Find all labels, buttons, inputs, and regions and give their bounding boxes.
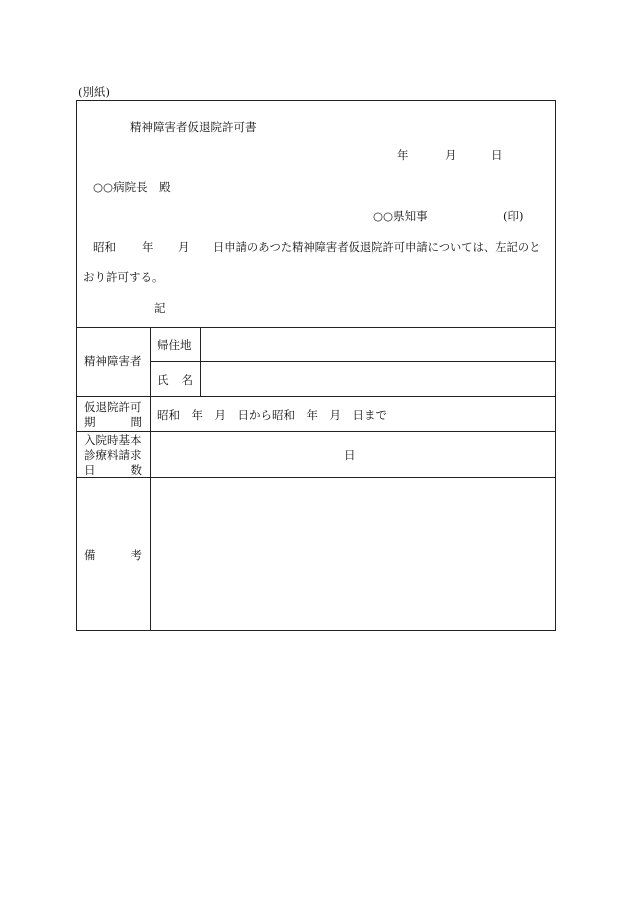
leave-period-value: 昭和 年 月 日から昭和 年 月 日まで xyxy=(157,408,387,422)
billing-days-char-suu: 数 xyxy=(130,463,142,477)
body-text-line2: おり許可する。 xyxy=(83,270,164,284)
patient-period-divider xyxy=(77,396,555,397)
attachment-label: (別紙) xyxy=(78,85,110,99)
billing-days-label-line1: 入院時基本 xyxy=(84,433,142,447)
remarks-char-kou: 考 xyxy=(130,548,142,562)
remarks-label xyxy=(84,547,142,563)
name-label-char-2: 名 xyxy=(181,373,193,387)
billing-days-unit: 日 xyxy=(344,448,356,462)
ki-label: 記 xyxy=(154,301,166,315)
body-month: 月 xyxy=(178,240,190,254)
leave-period-char-ki: 期 xyxy=(84,415,96,429)
leave-period-label-line1: 仮退院許可 xyxy=(84,400,142,414)
form-title: 精神障害者仮退院許可書 xyxy=(130,120,257,134)
body-era: 昭和 xyxy=(93,240,116,254)
seal-mark: (印) xyxy=(503,209,524,223)
label-column-rule xyxy=(150,327,151,630)
name-label-char-1: 氏 xyxy=(157,373,169,387)
billing-days-label-line2: 診療料請求 xyxy=(84,448,142,462)
date-month: 月 xyxy=(445,148,457,162)
date-year: 年 xyxy=(397,148,409,162)
leave-period-char-kan: 間 xyxy=(130,415,142,429)
address-name-divider xyxy=(150,361,555,362)
body-text-line1: 日申請のあつた精神障害者仮退院許可申請については、左記のと xyxy=(213,241,541,254)
patient-label: 精神障害者 xyxy=(84,354,142,368)
remarks-char-bi: 備 xyxy=(84,548,96,562)
return-address-label: 帰住地 xyxy=(157,338,192,352)
permit-form xyxy=(76,100,556,631)
name-label xyxy=(157,372,193,388)
sublabel-column-rule xyxy=(200,327,201,396)
billing-days-char-ni: 日 xyxy=(84,463,96,477)
billing-remarks-divider xyxy=(77,477,555,478)
table-top-rule xyxy=(77,327,555,328)
issuer: ○○県知事 xyxy=(373,209,428,223)
date-day: 日 xyxy=(491,148,503,162)
leave-period-label-line2 xyxy=(84,414,142,430)
addressee: ○○病院長 殿 xyxy=(93,180,171,194)
period-billing-divider xyxy=(77,431,555,432)
billing-days-label-line3 xyxy=(84,462,142,478)
body-year: 年 xyxy=(142,240,154,254)
